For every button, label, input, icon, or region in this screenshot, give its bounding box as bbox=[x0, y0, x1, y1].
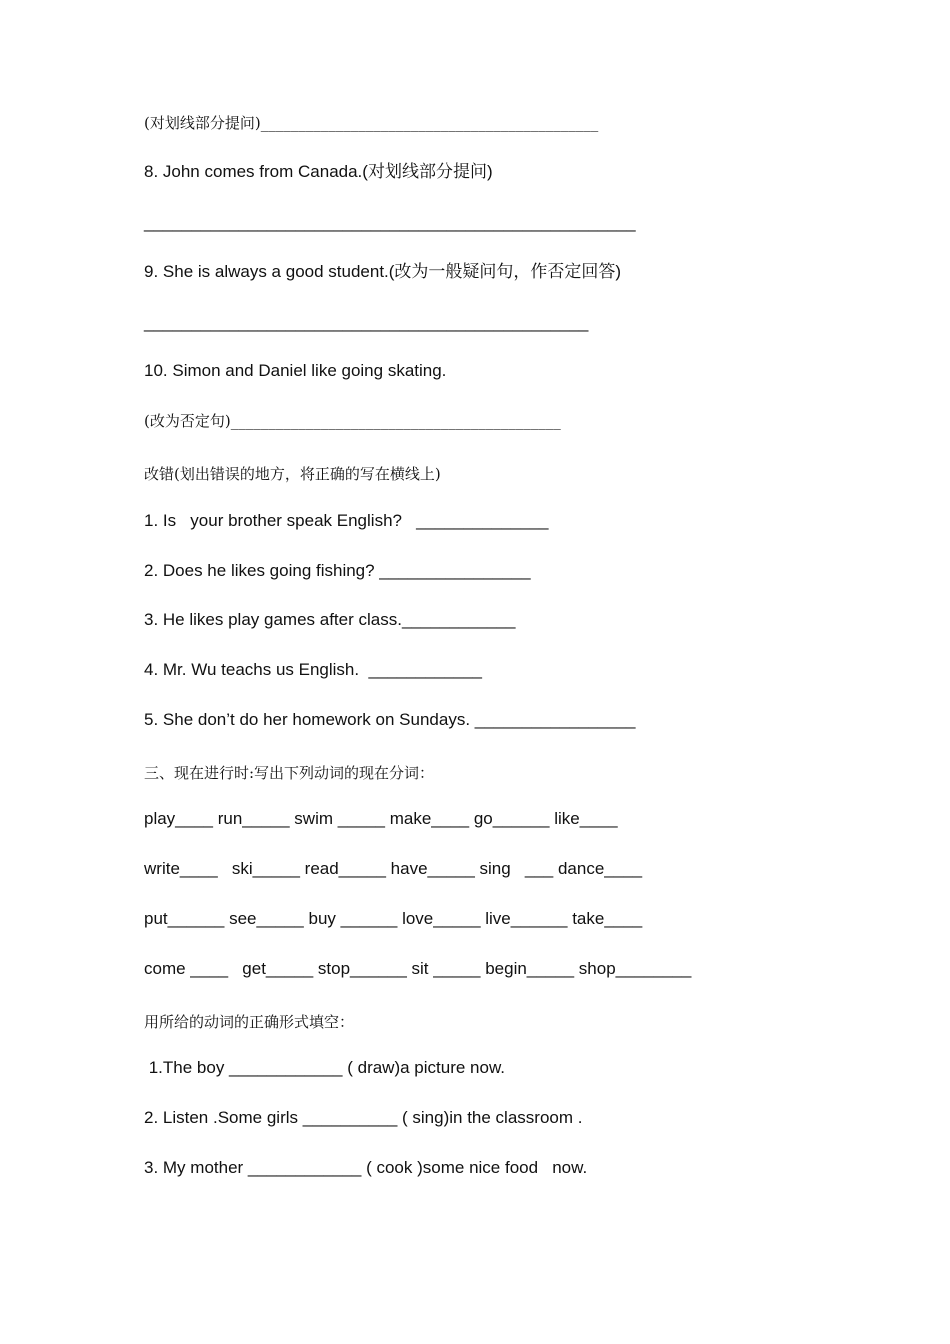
present-participle-row: play____ run_____ swim _____ make____ go______ like____ bbox=[144, 809, 618, 828]
fill-in-item: 3. My mother ____________ ( cook )some nice food now. bbox=[144, 1158, 588, 1177]
present-participle-row: write____ ski_____ read_____ have_____ sing ___ dance____ bbox=[144, 859, 643, 878]
question-9: 9. She is always a good student.(改为一般疑问句，作否定回答) bbox=[144, 262, 622, 281]
fill-in-heading: 用所给的动词的正确形式填空： bbox=[144, 1013, 355, 1031]
error-correction-item: 2. Does he likes going fishing? ________________ bbox=[144, 561, 531, 580]
error-correction-item: 5. She don’t do her homework on Sundays. _________________ bbox=[144, 710, 636, 729]
fill-in-item: 2. Listen .Some girls __________ ( sing)in the classroom . bbox=[144, 1108, 583, 1127]
fill-in-item: 1.The boy ____________ ( draw)a picture now. bbox=[144, 1058, 506, 1077]
error-correction-heading: 改错(划出错误的地方，将正确的写在横线上) bbox=[144, 465, 441, 483]
present-participle-row: come ____ get_____ stop______ sit _____ begin_____ shop________ bbox=[144, 959, 692, 978]
question-8: 8. John comes from Canada.(对划线部分提问) bbox=[144, 162, 493, 181]
error-correction-item: 3. He likes play games after class.____________ bbox=[144, 610, 516, 629]
question-10-instruction: (改为否定句)____________________________________________ bbox=[144, 412, 561, 430]
question-8-answer-line: ____________________________________________________ bbox=[144, 213, 636, 232]
question-9-answer-line: _______________________________________________ bbox=[144, 313, 589, 332]
present-participle-heading: 三、现在进行时:写出下列动词的现在分词： bbox=[144, 764, 435, 782]
error-correction-item: 1. Is your brother speak English? ______________ bbox=[144, 511, 549, 530]
question-7-instruction: (对划线部分提问)_____________________________________________ bbox=[144, 114, 599, 132]
question-10: 10. Simon and Daniel like going skating. bbox=[144, 361, 447, 380]
error-correction-item: 4. Mr. Wu teachs us English. ____________ bbox=[144, 660, 483, 679]
present-participle-row: put______ see_____ buy ______ love_____ live______ take____ bbox=[144, 909, 643, 928]
